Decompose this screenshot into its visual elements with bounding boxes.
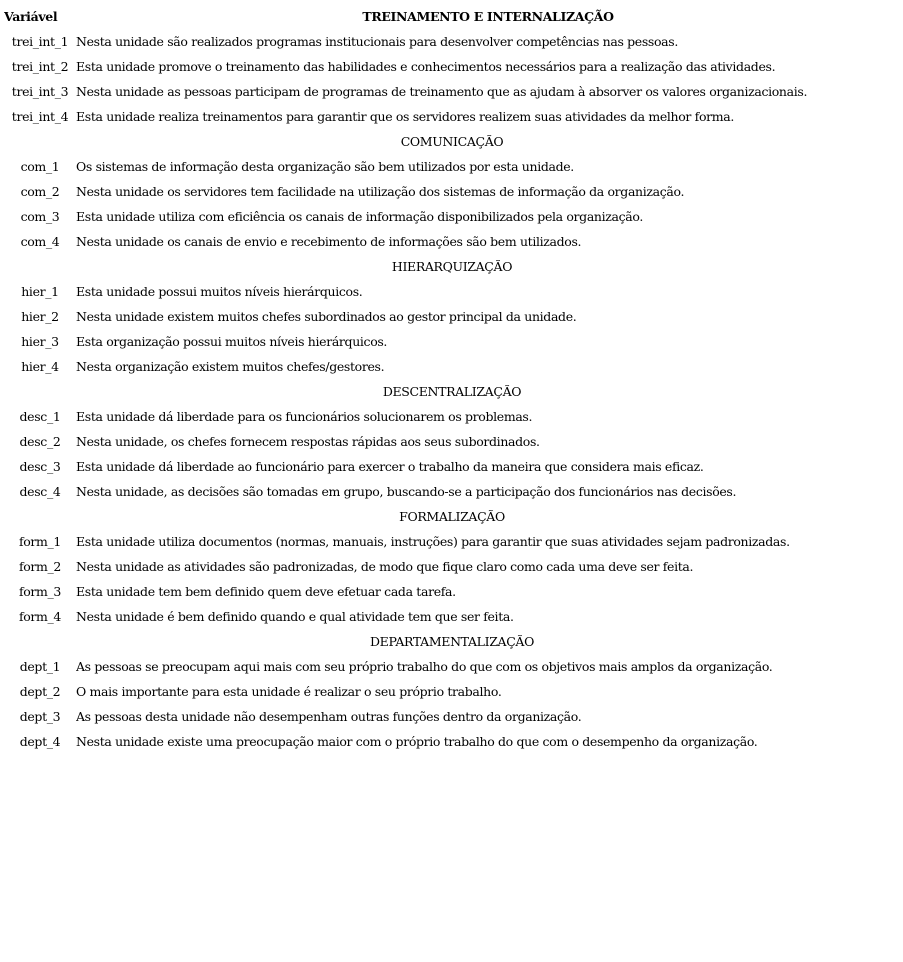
variable-code: form_1 [18, 534, 62, 549]
section-title-header: TREINAMENTO E INTERNALIZAÇÃO [362, 9, 614, 24]
table-header-row [4, 4, 900, 29]
table-row [4, 679, 900, 704]
table-row [4, 529, 900, 554]
variable-code: trei_int_2 [11, 59, 69, 74]
variable-statement: Nesta unidade, os chefes fornecem respostas rápidas aos seus subordinados. [76, 434, 540, 449]
table-row [4, 179, 900, 204]
variable-code: form_3 [18, 584, 62, 599]
variable-code: com_3 [20, 209, 60, 224]
section-heading-row [4, 254, 900, 279]
variable-statement: Nesta organização existem muitos chefes/gestores. [76, 359, 385, 374]
table-body [4, 29, 900, 754]
section-heading: FORMALIZAÇÃO [399, 509, 505, 524]
section-heading-row [4, 629, 900, 654]
variable-code: form_4 [18, 609, 62, 624]
section-heading: DEPARTAMENTALIZAÇÃO [370, 634, 534, 649]
section-heading: COMUNICAÇÃO [400, 134, 504, 149]
section-heading-row [4, 504, 900, 529]
table-row [4, 104, 900, 129]
variable-statement: Esta unidade realiza treinamentos para garantir que os servidores realizem suas atividades da melhor forma. [76, 109, 734, 124]
table-row [4, 354, 900, 379]
table-row [4, 729, 900, 754]
variable-code: trei_int_4 [11, 109, 69, 124]
variable-code: dept_1 [19, 659, 61, 674]
variable-code: desc_3 [19, 459, 61, 474]
section-heading-row [4, 129, 900, 154]
table-row [4, 79, 900, 104]
variable-code: hier_3 [21, 334, 59, 349]
variable-code: hier_1 [21, 284, 59, 299]
section-heading-row [4, 379, 900, 404]
table-row [4, 154, 900, 179]
table-row [4, 429, 900, 454]
variable-statement: Esta organização possui muitos níveis hierárquicos. [76, 334, 388, 349]
section-heading: DESCENTRALIZAÇÃO [382, 384, 522, 399]
variable-code: hier_2 [21, 309, 59, 324]
variable-statement: O mais importante para esta unidade é realizar o seu próprio trabalho. [76, 684, 502, 699]
table-row [4, 654, 900, 679]
table-row [4, 454, 900, 479]
variable-statement: Nesta unidade as pessoas participam de programas de treinamento que as ajudam à absorver os valores organizacionais. [76, 84, 808, 99]
variable-code: desc_4 [19, 484, 61, 499]
variable-statement: As pessoas se preocupam aqui mais com seu próprio trabalho do que com os objetivos mais amplos da organização. [76, 659, 773, 674]
variable-statement: As pessoas desta unidade não desempenham outras funções dentro da organização. [76, 709, 582, 724]
variable-code: com_1 [20, 159, 60, 174]
table-row [4, 54, 900, 79]
variable-code: com_4 [20, 234, 60, 249]
table-row [4, 204, 900, 229]
variable-statement: Nesta unidade os servidores tem facilidade na utilização dos sistemas de informação da organização. [76, 184, 685, 199]
variable-code: desc_2 [19, 434, 61, 449]
table-row [4, 29, 900, 54]
table-row [4, 329, 900, 354]
table-row [4, 604, 900, 629]
variable-statement: Esta unidade possui muitos níveis hierárquicos. [76, 284, 363, 299]
variable-statement: Esta unidade dá liberdade para os funcionários solucionarem os problemas. [76, 409, 533, 424]
variable-statement: Nesta unidade os canais de envio e recebimento de informações são bem utilizados. [76, 234, 582, 249]
variable-statement: Os sistemas de informação desta organização são bem utilizados por esta unidade. [76, 159, 574, 174]
variable-code: hier_4 [21, 359, 59, 374]
variable-column-header: Variável [4, 9, 58, 24]
variable-statement: Esta unidade promove o treinamento das habilidades e conhecimentos necessários para a realização das atividades. [76, 59, 776, 74]
table-row [4, 229, 900, 254]
variables-table [4, 4, 900, 754]
table-row [4, 279, 900, 304]
variable-statement: Nesta unidade existe uma preocupação maior com o próprio trabalho do que com o desempenho da organização. [76, 734, 758, 749]
variable-statement: Nesta unidade, as decisões são tomadas em grupo, buscando-se a participação dos funcionários nas decisões. [76, 484, 737, 499]
table-row [4, 404, 900, 429]
variable-code: form_2 [18, 559, 62, 574]
table-row [4, 554, 900, 579]
table-row [4, 304, 900, 329]
variable-statement: Nesta unidade as atividades são padronizadas, de modo que fique claro como cada uma deve ser feita. [76, 559, 694, 574]
variable-code: trei_int_1 [11, 34, 69, 49]
table-row [4, 479, 900, 504]
variable-statement: Esta unidade utiliza documentos (normas, manuais, instruções) para garantir que suas atividades sejam padronizadas. [76, 534, 790, 549]
variable-code: com_2 [20, 184, 60, 199]
variable-statement: Nesta unidade são realizados programas institucionais para desenvolver competências nas pessoas. [76, 34, 678, 49]
section-heading: HIERARQUIZAÇÃO [391, 259, 513, 274]
table-row [4, 704, 900, 729]
variable-statement: Esta unidade tem bem definido quem deve efetuar cada tarefa. [76, 584, 456, 599]
variable-code: trei_int_3 [11, 84, 69, 99]
variable-code: dept_3 [19, 709, 61, 724]
table-row [4, 579, 900, 604]
variable-statement: Nesta unidade existem muitos chefes subordinados ao gestor principal da unidade. [76, 309, 577, 324]
variable-statement: Esta unidade utiliza com eficiência os canais de informação disponibilizados pela organização. [76, 209, 643, 224]
variable-code: desc_1 [19, 409, 61, 424]
variable-code: dept_4 [19, 734, 61, 749]
variable-code: dept_2 [19, 684, 61, 699]
variable-statement: Esta unidade dá liberdade ao funcionário para exercer o trabalho da maneira que considera mais eficaz. [76, 459, 704, 474]
variable-statement: Nesta unidade é bem definido quando e qual atividade tem que ser feita. [76, 609, 514, 624]
